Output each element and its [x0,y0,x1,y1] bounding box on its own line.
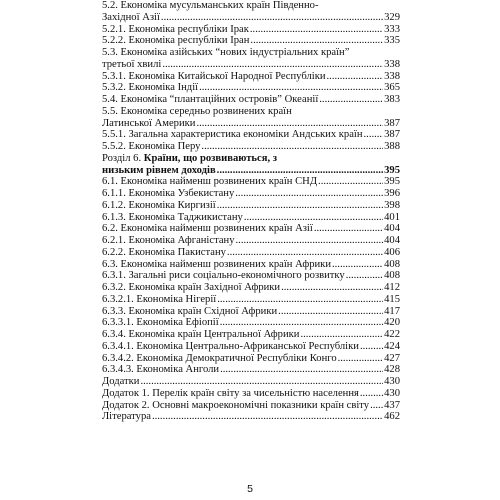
toc-entry-row [102,294,400,306]
toc-entry[interactable] [102,212,400,224]
toc-entry-row [102,376,400,388]
toc-entry-title: 6.1.1. Економіка Узбекистану [102,188,235,199]
toc-entry[interactable] [102,141,400,153]
dot-leader [364,129,384,141]
toc-entry[interactable] [102,400,400,412]
toc-entry-row [102,71,400,83]
toc-entry[interactable] [102,376,400,388]
toc-entry-row [102,259,400,271]
dot-leader [244,212,383,224]
toc-entry-page: 398 [384,199,400,211]
toc-entry-page: 335 [384,35,400,47]
toc-entry-title: 6.3.4.2. Економіка Демократичної Республіки Конго [102,352,337,364]
toc-entry-row [102,118,400,130]
toc-entry-first-line: Розділ 6. Країни, що розвиваються, з [102,152,278,164]
toc-entry-page: 417 [384,305,400,317]
toc-entry-row [102,400,400,412]
toc-entry-page: 395 [384,176,400,188]
toc-entry-row [102,411,400,423]
dot-leader [338,353,383,365]
toc-entry[interactable] [102,129,400,141]
toc-entry-page: 383 [384,94,400,105]
toc-entry[interactable] [102,282,400,294]
dot-leader [370,400,383,412]
toc-entry-page: 338 [384,70,400,82]
dot-leader [235,188,383,200]
toc-entry[interactable] [102,200,400,212]
toc-entry-row [102,223,400,235]
toc-entry-page: 333 [384,23,400,35]
toc-entry-title: 6.3.4.1. Економіка Центрально-Африканської Республіки [102,340,359,352]
toc-entry-page: 408 [384,270,400,282]
toc-entry-page: 395 [384,164,400,176]
toc-entry-page: 338 [384,58,400,70]
toc-entry[interactable] [102,235,400,247]
dot-leader [196,118,383,130]
toc-entry[interactable] [102,153,400,177]
dot-leader [201,141,383,153]
toc-entry[interactable] [102,364,400,376]
toc-entry-title: 5.2.1. Економіка республіки Ірак [102,23,249,35]
toc-entry-page: 430 [384,376,400,387]
toc-entry-title: 6.1.3. Економіка Таджикистану [102,211,243,223]
toc-entry-row [102,129,400,141]
toc-entry-page: 387 [384,117,400,129]
toc-entry-title: 6.3.4.3. Економіка Анголи [102,364,220,376]
toc-entry-page: 427 [384,352,400,364]
dot-leader [250,24,383,36]
toc-entry[interactable] [102,106,400,130]
dot-leader [346,270,383,282]
dot-leader [227,247,383,259]
toc-entry-page: 365 [384,82,400,94]
toc-entry-page: 415 [384,293,400,305]
dot-leader [278,306,383,318]
dot-leader [199,82,383,94]
toc-entry[interactable] [102,317,400,329]
toc-entry-page: 404 [384,223,400,235]
toc-entry-title: 6.3.4. Економіка країн Центральної Африки [102,329,300,340]
dot-leader [318,176,383,188]
toc-entry-page: 388 [384,141,400,152]
toc-entry-page: 422 [384,329,400,340]
toc-entry-row [102,24,400,36]
table-of-contents [102,0,400,423]
toc-entry-row [102,12,400,24]
toc-entry[interactable] [102,94,400,106]
toc-entry-row [102,317,400,329]
toc-entry-title: 6.3.3. Економіка країн Східної Африки [102,305,278,317]
dot-leader [220,317,383,329]
toc-entry-page: 408 [384,258,400,270]
toc-entry-title: 5.2.2. Економіка республіки Іран [102,35,250,47]
dot-leader [327,71,384,83]
dot-leader [162,59,383,71]
toc-entry-page: 462 [384,411,400,423]
toc-entry-row [102,353,400,365]
toc-entry-page: 406 [384,246,400,258]
toc-entry-title: 5.3.2. Економіка Індії [102,82,199,94]
toc-entry-row [102,247,400,259]
page-number: 5 [247,483,253,495]
toc-entry-title: Західної Азії [102,11,160,23]
toc-entry-page: 404 [384,235,400,246]
toc-entry-page: 430 [384,387,400,399]
dot-leader [319,94,383,106]
toc-entry-page: 428 [384,364,400,376]
toc-entry[interactable] [102,259,400,271]
toc-entry-page: 387 [384,129,400,141]
toc-entry[interactable] [102,353,400,365]
toc-entry-title: Додаток 1. Перелік країн світу за чисельністю населення [102,387,359,399]
toc-entry-row [102,270,400,282]
toc-entry-row [102,82,400,94]
toc-entry-row [102,341,400,353]
toc-entry-title: 6.1. Економіка найменш розвинених країн СНД [102,176,318,188]
toc-entry[interactable] [102,341,400,353]
toc-entry-title: Додаток 2. Основні макроекономічні показники країн світу [102,399,370,411]
dot-leader [152,411,383,423]
toc-entry[interactable] [102,188,400,200]
dot-leader [332,259,383,271]
toc-entry-title: 6.2.2. Економіка Пакистану [102,246,226,258]
toc-entry[interactable] [102,329,400,341]
toc-entry-title: Література [102,411,151,423]
toc-entry-page: 329 [384,11,400,23]
toc-entry-title: 6.2.1. Економіка Афганістану [102,235,235,246]
dot-leader [314,223,383,235]
toc-entry-row [102,176,400,188]
toc-entry-page: 424 [384,340,400,352]
toc-entry-title: 5.4. Економіка “плантаційних островів” Океанії [102,94,319,105]
dot-leader [217,165,383,177]
toc-entry[interactable] [102,294,400,306]
dot-leader [220,364,383,376]
dot-leader [250,35,383,47]
dot-leader [236,235,384,247]
toc-entry-row [102,388,400,400]
dot-leader [217,200,383,212]
toc-entry[interactable] [102,176,400,188]
toc-entry[interactable] [102,306,400,318]
dot-leader [360,388,383,400]
toc-entry-row [102,282,400,294]
toc-entry-row [102,306,400,318]
toc-entry-title: третьої хвилі [102,58,162,70]
toc-entry-row [102,200,400,212]
toc-entry-row [102,165,400,177]
toc-entry[interactable] [102,223,400,235]
dot-leader [217,294,383,306]
toc-entry[interactable] [102,388,400,400]
toc-entry-row [102,188,400,200]
toc-entry-page: 437 [384,399,400,411]
toc-entry[interactable] [102,270,400,282]
toc-entry-title: 6.1.2. Економіка Киргизії [102,199,216,211]
toc-entry-row [102,59,400,71]
toc-entry-title: Латинської Америки [102,117,196,129]
toc-entry-row [102,35,400,47]
toc-entry-page: 396 [384,188,400,199]
dot-leader [360,341,383,353]
dot-leader [161,12,383,24]
toc-entry[interactable] [102,411,400,423]
toc-entry[interactable] [102,0,400,24]
toc-entry-row [102,212,400,224]
toc-entry-first-line: 5.5. Економіка середньо розвинених країн [102,105,292,117]
toc-entry-title: 5.3.1. Економіка Китайської Народної Республіки [102,70,326,82]
dot-leader [281,282,383,294]
toc-entry-row [102,141,400,153]
dot-leader [300,329,383,341]
toc-entry-title: 5.5.1. Загальна характеристика економіки Андських країн [102,129,363,141]
toc-entry-title: 6.2. Економіка найменш розвинених країн Азії [102,223,313,235]
toc-entry-title: 6.3.1. Загальні риси соціально-економічного розвитку [102,270,345,282]
toc-entry-first-line: 5.3. Економіка азійських “нових індустріальних країн” [102,47,350,58]
toc-entry[interactable] [102,247,400,259]
toc-entry[interactable] [102,24,400,36]
toc-entry-title: 6.3.2.1. Економіка Нігерії [102,293,217,305]
toc-entry-page: 412 [384,282,400,293]
toc-entry-row [102,235,400,247]
toc-entry-title: 6.3.3.1. Економіка Ефіопії [102,317,219,329]
toc-entry-title: 6.3.2. Економіка країн Західної Африки [102,282,281,293]
toc-entry[interactable] [102,71,400,83]
toc-entry-title: 5.5.2. Економіка Перу [102,141,201,152]
toc-entry-first-line: 5.2. Економіка мусульманських країн Південно- [102,0,319,11]
toc-entry-title: Додатки [102,376,140,387]
toc-entry-row [102,364,400,376]
toc-entry-title: 6.3. Економіка найменш розвинених країн Африки [102,258,331,270]
toc-entry-row [102,94,400,106]
toc-entry[interactable] [102,47,400,71]
dot-leader [140,376,383,388]
toc-entry-page: 401 [384,211,400,223]
toc-entry[interactable] [102,35,400,47]
toc-entry[interactable] [102,82,400,94]
toc-entry-title: низьким рівнем доходів [102,164,216,176]
toc-entry-row [102,329,400,341]
toc-entry-page: 420 [384,317,400,329]
